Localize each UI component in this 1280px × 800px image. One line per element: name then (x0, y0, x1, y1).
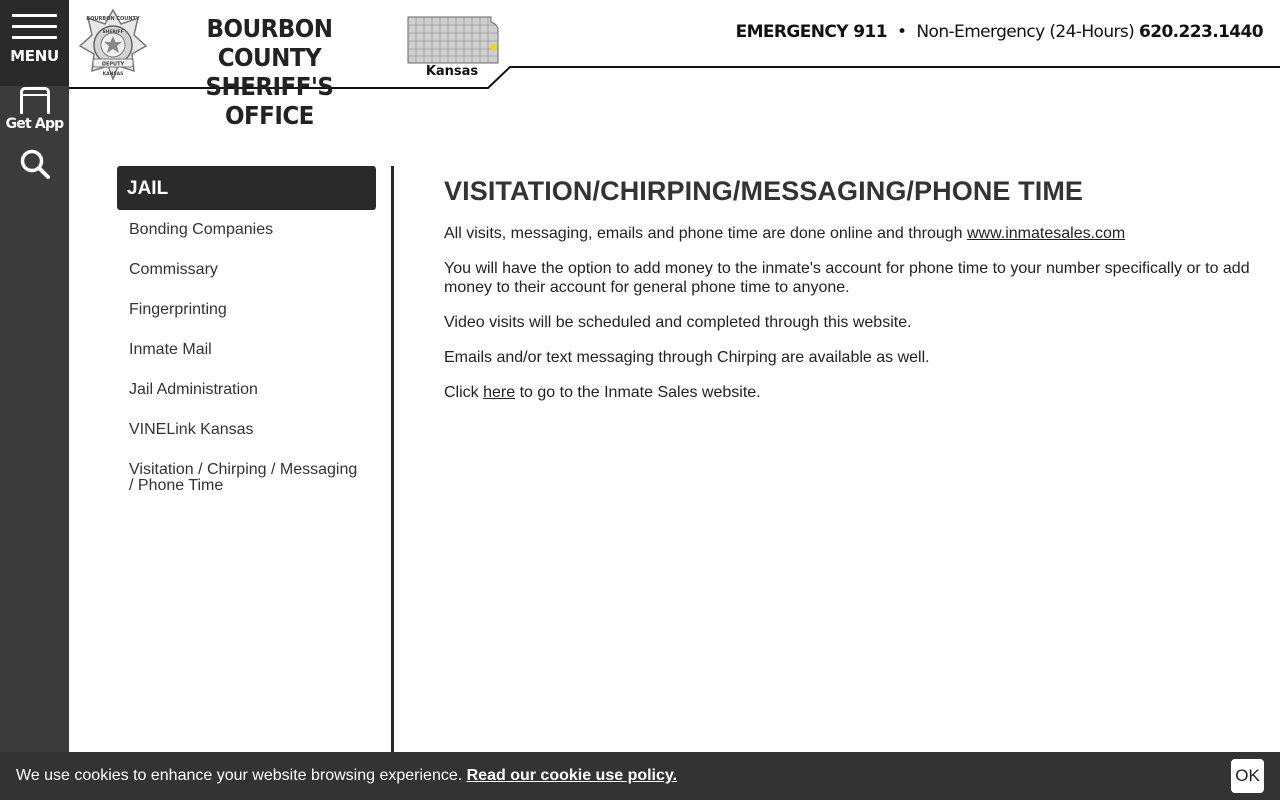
get-app-button[interactable] (0, 86, 69, 138)
search-icon[interactable] (19, 148, 51, 180)
hamburger-icon (12, 14, 57, 17)
state-label: Kansas (425, 64, 479, 79)
separator-dot: • (896, 22, 907, 42)
kansas-map-icon (407, 16, 499, 64)
hamburger-icon-bar (12, 25, 57, 28)
sidebar-nav-list (117, 222, 376, 494)
emergency-label[interactable]: EMERGENCY 911 (735, 22, 887, 42)
paragraph-intro-text: All visits, messaging, emails and phone time are done online and through (444, 225, 967, 242)
page-title: VISITATION/CHIRPING/MESSAGING/PHONE TIME (444, 176, 1084, 206)
paragraph-click-here (444, 383, 1264, 402)
paragraph-intro (444, 224, 1264, 243)
cookie-banner (0, 752, 1280, 800)
get-app-label: Get App (5, 116, 64, 132)
badge-text-ribbon: DEPUTY (101, 61, 125, 68)
menu-label: MENU (10, 47, 59, 65)
cookie-policy-link[interactable]: Read our cookie use policy. (466, 767, 678, 784)
click-suffix: to go to the Inmate Sales website. (515, 384, 761, 401)
sidebar-item-inmate-mail[interactable]: Inmate Mail (129, 341, 212, 358)
cookie-message-text: We use cookies to enhance your website browsing experience. (16, 767, 467, 784)
sidebar-item-jail-administration[interactable]: Jail Administration (129, 381, 258, 398)
main-content (444, 176, 1264, 418)
paragraph-phone-money: You will have the option to add money to the inmate's account for phone time to your number specifically or to add money to their account for general phone time to anyone. (444, 260, 1250, 296)
badge-text-bottom: KANSAS (102, 72, 124, 77)
agency-title-line1: BOURBON COUNTY (206, 14, 333, 72)
left-rail (0, 0, 69, 800)
badge-text-mid: SHERIFF (102, 30, 124, 35)
sidebar-item-visitation[interactable]: Visitation / Chirping / Messaging / Phone Time (129, 461, 358, 494)
hamburger-icon-bar (12, 36, 57, 39)
here-link[interactable]: here (483, 384, 516, 401)
section-sidebar (117, 166, 376, 494)
agency-title-line2: SHERIFF'S OFFICE (205, 72, 334, 130)
sheriff-badge-logo[interactable] (78, 8, 148, 80)
nonemergency-phone[interactable]: 620.223.1440 (1138, 22, 1263, 42)
agency-title[interactable] (171, 14, 368, 130)
badge-text-top: BOURBON COUNTY (86, 16, 140, 22)
sidebar-item-commissary[interactable]: Commissary (129, 261, 218, 278)
sidebar-divider (391, 166, 394, 800)
contact-info (736, 22, 1263, 42)
sidebar-item-fingerprinting[interactable]: Fingerprinting (129, 301, 227, 318)
paragraph-video-visits: Video visits will be scheduled and completed through this website. (444, 314, 912, 331)
sidebar-item-bonding-companies[interactable]: Bonding Companies (129, 221, 274, 238)
menu-button[interactable] (0, 0, 69, 86)
paragraph-messaging: Emails and/or text messaging through Chirping are available as well. (444, 349, 930, 366)
sidebar-heading-jail[interactable]: JAIL (117, 166, 376, 210)
click-prefix: Click (444, 384, 484, 401)
site-header (69, 0, 1280, 130)
cookie-message (16, 767, 677, 785)
cookie-ok-button[interactable]: OK (1231, 759, 1264, 793)
nonemergency-label: Non-Emergency (24-Hours) (916, 22, 1135, 42)
sidebar-item-vinelink-kansas[interactable]: VINELink Kansas (129, 421, 254, 438)
phone-icon (20, 87, 50, 114)
inmatesales-link[interactable]: www.inmatesales.com (966, 225, 1126, 242)
